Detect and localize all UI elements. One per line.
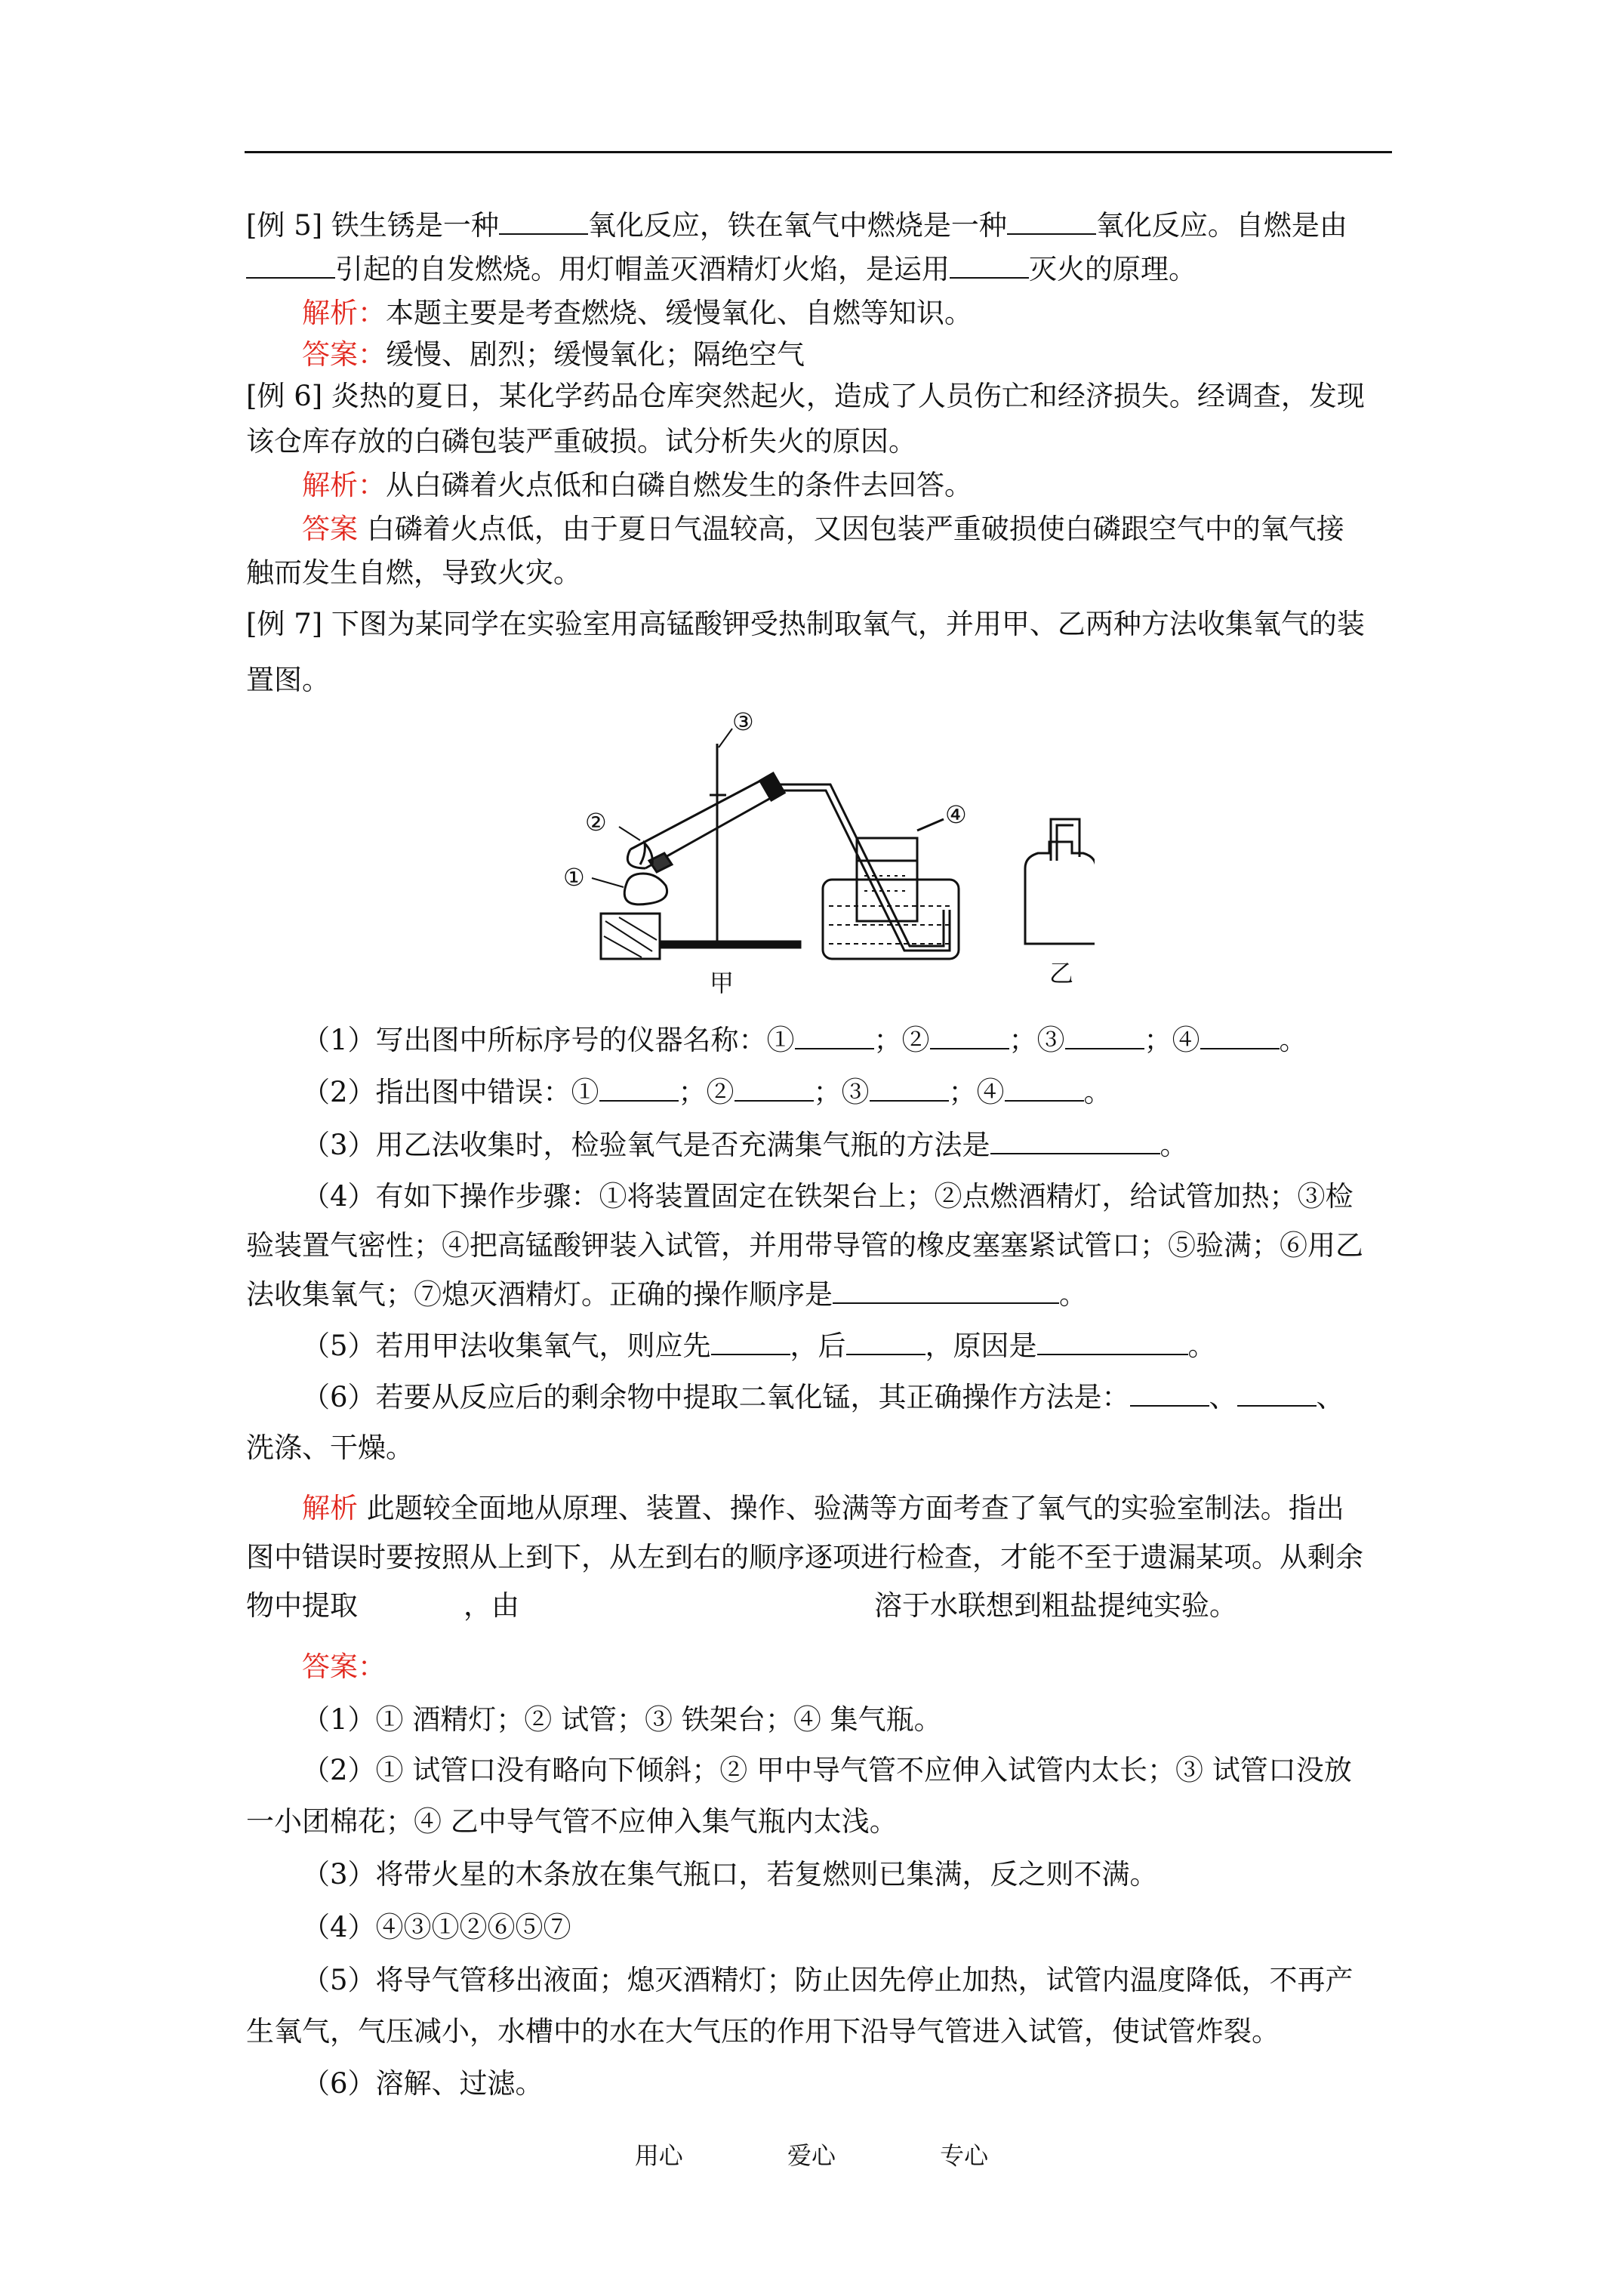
answer-blank bbox=[1065, 1024, 1144, 1049]
answer-blank bbox=[795, 1024, 874, 1049]
ex7-answer-4: （4）④③①②⑥⑤⑦ bbox=[302, 1911, 571, 1943]
answer-blank bbox=[1237, 1381, 1317, 1407]
answer-blank bbox=[499, 209, 588, 235]
caption-jia: 甲 bbox=[710, 969, 735, 997]
collecting-bottle-yi bbox=[1025, 819, 1095, 944]
label-2: ② bbox=[585, 808, 607, 837]
answer-blank bbox=[1005, 1076, 1084, 1102]
ex7-q4-line2: 验装置气密性；④把高锰酸钾装入试管，并用带导管的橡皮塞塞紧试管口；⑤验满；⑥用乙 bbox=[246, 1229, 1363, 1262]
ex6-question-line1: [例 6] 炎热的夏日，某化学药品仓库突然起火，造成了人员伤亡和经济损失。经调查，发现 bbox=[246, 380, 1365, 412]
apparatus-figure bbox=[551, 706, 1095, 1008]
ex7-analysis-line1: 解析 此题较全面地从原理、装置、操作、验满等方面考查了氧气的实验室制法。指出 bbox=[302, 1492, 1344, 1524]
ex7-answer-5-line1: （5）将导气管移出液面；熄灭酒精灯；防止因先停止加热，试管内温度降低，不再产 bbox=[302, 1964, 1354, 1996]
ex5-answer: 答案：缓慢、剧烈；缓慢氧化；隔绝空气 bbox=[302, 338, 805, 371]
ex7-q2: （2）指出图中错误：① ；② ；③ ；④ 。 bbox=[302, 1076, 1112, 1108]
header-rule bbox=[245, 151, 1392, 153]
ex7-answer-1: （1）① 酒精灯；② 试管；③ 铁架台；④ 集气瓶。 bbox=[302, 1703, 942, 1736]
ex7-q3: （3）用乙法收集时，检验氧气是否充满集气瓶的方法是 。 bbox=[302, 1129, 1188, 1161]
footer-word: 爱心 bbox=[787, 2141, 836, 2170]
ex6-answer-line2: 触而发生自燃，导致火灾。 bbox=[246, 556, 581, 589]
ex7-question-line1: [例 7] 下图为某同学在实验室用高锰酸钾受热制取氧气，并用甲、乙两种方法收集氧气的装 bbox=[246, 608, 1365, 640]
answer-blank bbox=[950, 253, 1029, 279]
page-footer bbox=[0, 2137, 1623, 2171]
answer-blank bbox=[246, 253, 335, 279]
footer-word: 用心 bbox=[634, 2141, 683, 2170]
ex7-q4-line3: 法收集氧气；⑦熄灭酒精灯。正确的操作顺序是 。 bbox=[246, 1278, 1087, 1311]
ex7-q4-line1: （4）有如下操作步骤：①将装置固定在铁架台上；②点燃酒精灯，给试管加热；③检 bbox=[302, 1180, 1354, 1213]
ex6-question-line2: 该仓库存放的白磷包装严重破损。试分析失火的原因。 bbox=[246, 425, 916, 458]
ex7-answer-label: 答案： bbox=[302, 1650, 386, 1683]
label-4: ④ bbox=[945, 800, 967, 829]
iron-stand bbox=[649, 744, 800, 948]
label-1: ① bbox=[563, 863, 585, 892]
ex7-analysis-line2: 图中错误时要按照从上到下，从左到右的顺序逐项进行检查，才能不至于遗漏某项。从剩余 bbox=[246, 1541, 1363, 1573]
ex6-analysis: 解析：从白磷着火点低和白磷自燃发生的条件去回答。 bbox=[302, 469, 972, 501]
answer-blank bbox=[599, 1076, 679, 1102]
answer-blank bbox=[1200, 1024, 1280, 1049]
ex5-question-line1: [例 5] 铁生锈是一种 氧化反应，铁在氧气中燃烧是一种 氧化反应。自燃是由 bbox=[246, 209, 1347, 242]
ex7-q5: （5）若用甲法收集氧气，则应先 ，后 ，原因是 。 bbox=[302, 1330, 1216, 1362]
caption-yi: 乙 bbox=[1049, 959, 1074, 988]
ex7-question-line2: 置图。 bbox=[246, 664, 330, 696]
answer-blank bbox=[1130, 1381, 1209, 1407]
answer-blank bbox=[1037, 1330, 1188, 1355]
ex7-answer-3: （3）将带火星的木条放在集气瓶口，若复燃则已集满，反之则不满。 bbox=[302, 1858, 1158, 1891]
answer-blank bbox=[711, 1330, 790, 1355]
answer-blank bbox=[870, 1076, 949, 1102]
ex7-analysis-line3: 物中提取 ，由 溶于水联想到粗盐提纯实验。 bbox=[246, 1589, 1237, 1622]
ex7-q6-line2: 洗涤、干燥。 bbox=[246, 1432, 414, 1464]
ex7-answer-6: （6）溶解、过滤。 bbox=[302, 2067, 544, 2100]
label-3: ③ bbox=[732, 707, 754, 736]
answer-blank bbox=[930, 1024, 1009, 1049]
ex6-answer-line1: 答案 白磷着火点低，由于夏日气温较高，又因包装严重破损使白磷跟空气中的氧气接 bbox=[302, 513, 1344, 545]
ex7-q6-line1: （6）若要从反应后的剩余物中提取二氧化锰，其正确操作方法是： 、 、 bbox=[302, 1381, 1344, 1413]
answer-blank bbox=[1007, 209, 1096, 235]
answer-blank bbox=[846, 1330, 925, 1355]
ex7-answer-2-line2: 一小团棉花；④ 乙中导气管不应伸入集气瓶内太浅。 bbox=[246, 1805, 898, 1838]
ex7-q1: （1）写出图中所标序号的仪器名称：① ；② ；③ ；④ 。 bbox=[302, 1024, 1307, 1056]
footer-word: 专心 bbox=[940, 2141, 989, 2170]
ex7-answer-5-line2: 生氧气，气压减小，水槽中的水在大气压的作用下沿导气管进入试管，使试管炸裂。 bbox=[246, 2015, 1280, 2048]
answer-blank bbox=[833, 1278, 1059, 1304]
answer-blank bbox=[735, 1076, 814, 1102]
ex5-analysis: 解析：本题主要是考查燃烧、缓慢氧化、自燃等知识。 bbox=[302, 297, 972, 329]
ex7-answer-2-line1: （2）① 试管口没有略向下倾斜；② 甲中导气管不应伸入试管内太长；③ 试管口没放 bbox=[302, 1754, 1352, 1786]
ex5-question-line2: 引起的自发燃烧。用灯帽盖灭酒精灯火焰，是运用 灭火的原理。 bbox=[246, 252, 1196, 287]
answer-blank bbox=[990, 1129, 1160, 1154]
